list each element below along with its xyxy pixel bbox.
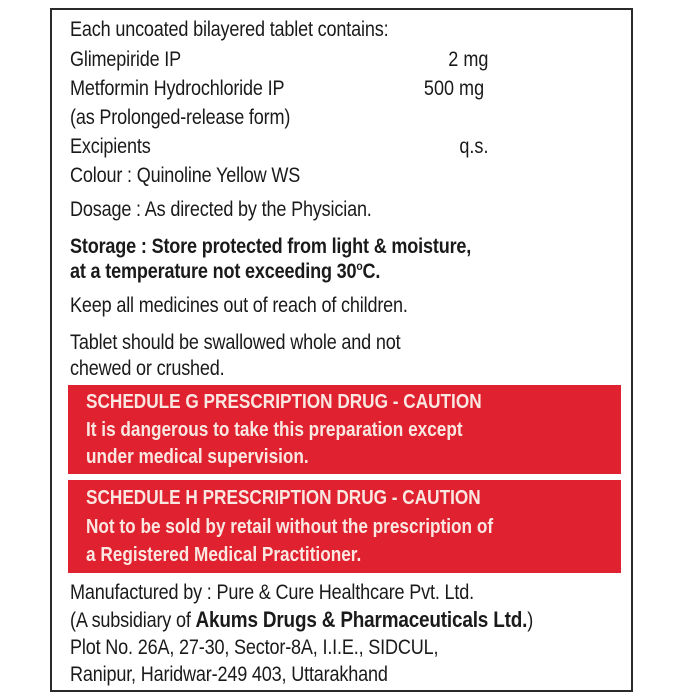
ingredient-1-name: Glimepiride IP bbox=[70, 48, 182, 71]
label-frame bbox=[50, 8, 633, 692]
schedule-h-line-1: Not to be sold by retail without the prescription of bbox=[86, 516, 494, 538]
keep-away-line: Keep all medicines out of reach of children. bbox=[70, 294, 408, 317]
swallow-line-2: chewed or crushed. bbox=[70, 357, 225, 380]
swallow-line-1: Tablet should be swallowed whole and not bbox=[70, 331, 401, 354]
manufacturer-line-2: (A subsidiary of Akums Drugs & Pharmaceuticals Ltd.) bbox=[70, 607, 534, 632]
manufacturer-line-4: Ranipur, Haridwar-249 403, Uttarakhand bbox=[70, 663, 388, 686]
ingredient-2-note: (as Prolonged-release form) bbox=[70, 106, 291, 129]
schedule-g-box bbox=[68, 385, 621, 474]
schedule-h-line-2: a Registered Medical Practitioner. bbox=[86, 544, 362, 566]
ingredient-1-amount: 2 mg bbox=[448, 48, 489, 71]
manufacturer-line-3: Plot No. 26A, 27-30, Sector-8A, I.I.E., SIDCUL, bbox=[70, 636, 439, 659]
ingredient-2-name: Metformin Hydrochloride IP bbox=[70, 77, 285, 100]
schedule-g-line-2: under medical supervision. bbox=[86, 446, 309, 468]
akums-brand-name: Akums Drugs & Pharmaceuticals Ltd. bbox=[195, 607, 528, 632]
storage-line-1: Storage : Store protected from light & moisture, bbox=[70, 235, 472, 258]
excipients-amount: q.s. bbox=[459, 135, 489, 158]
schedule-h-box bbox=[68, 480, 621, 573]
degree-sign: o bbox=[356, 259, 363, 273]
schedule-g-title: SCHEDULE G PRESCRIPTION DRUG - CAUTION bbox=[86, 391, 482, 413]
schedule-g-line-1: It is dangerous to take this preparation except bbox=[86, 419, 463, 441]
schedule-h-title: SCHEDULE H PRESCRIPTION DRUG - CAUTION bbox=[86, 487, 481, 509]
storage-line-2: at a temperature not exceeding 30$^o$C. bbox=[70, 259, 381, 283]
dosage-line: Dosage : As directed by the Physician. bbox=[70, 198, 372, 221]
ingredient-2-amount: 500 mg bbox=[423, 77, 485, 100]
manufacturer-line-1: Manufactured by : Pure & Cure Healthcare Pvt. Ltd. bbox=[70, 581, 474, 604]
colour-line: Colour : Quinoline Yellow WS bbox=[70, 164, 301, 187]
excipients-label: Excipients bbox=[70, 135, 151, 158]
composition-heading: Each uncoated bilayered tablet contains: bbox=[70, 18, 389, 41]
